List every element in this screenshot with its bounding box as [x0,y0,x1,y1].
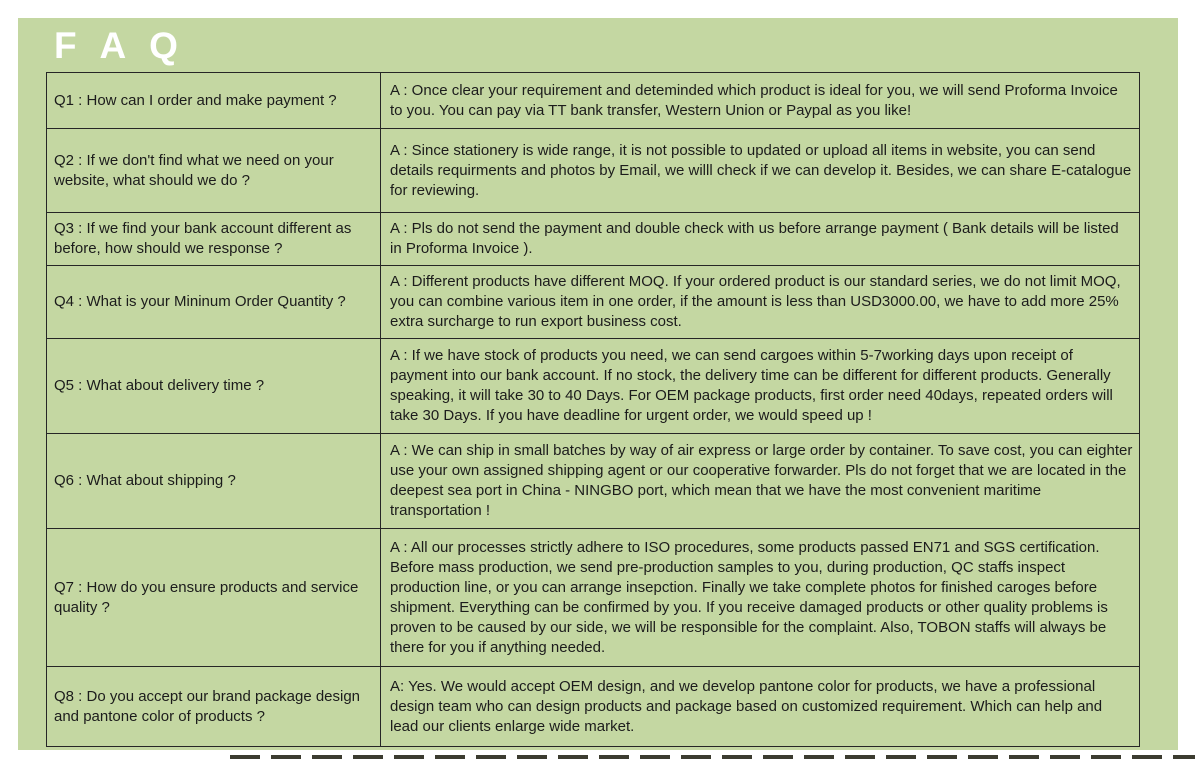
faq-question: Q5 : What about delivery time ? [47,339,381,433]
faq-question: Q4 : What is your Mininum Order Quantity ? [47,266,381,338]
bottom-dashed-strip [230,755,1195,759]
faq-question: Q8 : Do you accept our brand package design and pantone color of products ? [47,667,381,746]
faq-row [47,128,1139,212]
faq-row [47,265,1139,338]
faq-row [47,433,1139,528]
faq-answer: A : We can ship in small batches by way of air express or large order by container. To save cost, you can eighter use your own assigned shipping agent or our cooperative forwarder. Pls do not forget that we are located in the deepest sea port in China - NINGBO port, which mean that we have the most convenient maritime transportation ! [390,442,1133,519]
faq-row [47,528,1139,666]
faq-table [46,72,1140,747]
page-title: F A Q [54,25,185,66]
faq-question: Q2 : If we don't find what we need on your website, what should we do ? [47,129,381,212]
faq-question: Q6 : What about shipping ? [47,434,381,528]
faq-answer: A : Pls do not send the payment and double check with us before arrange payment ( Bank details will be listed in Proforma Invoice ). [390,220,1119,257]
faq-question: Q3 : If we find your bank account different as before, how should we response ? [47,213,381,265]
faq-answer: A : Since stationery is wide range, it is not possible to updated or upload all items in website, you can send details requirments and photos by Email, we willl check if we can develop it. Besides, we can share E-catalogue for reviewing. [390,141,1132,199]
faq-answer: A : Different products have different MOQ. If your ordered product is our standard series, we do not limit MOQ, you can combine various item in one order, if the amount is less than USD3000.00, we have to add more 25% extra surcharge to run export business cost. [390,273,1121,330]
faq-answer: A : Once clear your requirement and deteminded which product is ideal for you, we will send Proforma Invoice to you. You can pay via TT bank transfer, Western Union or Paypal as you like! [390,81,1118,119]
faq-panel [18,18,1178,750]
faq-question: Q7 : How do you ensure products and service quality ? [47,529,381,666]
faq-answer: A : All our processes strictly adhere to ISO procedures, some products passed EN71 and SGS certification. Before mass production, we send pre-production samples to you, during production, QC staffs inspect production line, or you can arrange insepction. Finally we take complete photos for finished caroges before shipment. Everything can be confirmed by you. If you receive damaged products or other quality problems is proven to be caused by our side, we will be responsible for the complaint. Also, TOBON staffs will always be there for you if anything needed. [390,538,1108,656]
faq-row [47,73,1139,128]
faq-answer: A: Yes. We would accept OEM design, and we develop pantone color for products, we have a professional design team who can design products and package based on customized requirement. Which can help and lead our clients enlarge wide market. [390,677,1103,735]
faq-row [47,212,1139,265]
faq-row [47,338,1139,433]
faq-question: Q1 : How can I order and make payment ? [47,73,381,128]
faq-row [47,666,1139,746]
faq-answer: A : If we have stock of products you need, we can send cargoes within 5-7working days upon receipt of payment into our bank account. If no stock, the delivery time can be different for different products. Generally speaking, it will take 30 to 40 Days. For OEM package products, first order need 40days, repeated orders will take 30 Days. If you have deadline for urgent order, we would speed up ! [390,347,1113,424]
